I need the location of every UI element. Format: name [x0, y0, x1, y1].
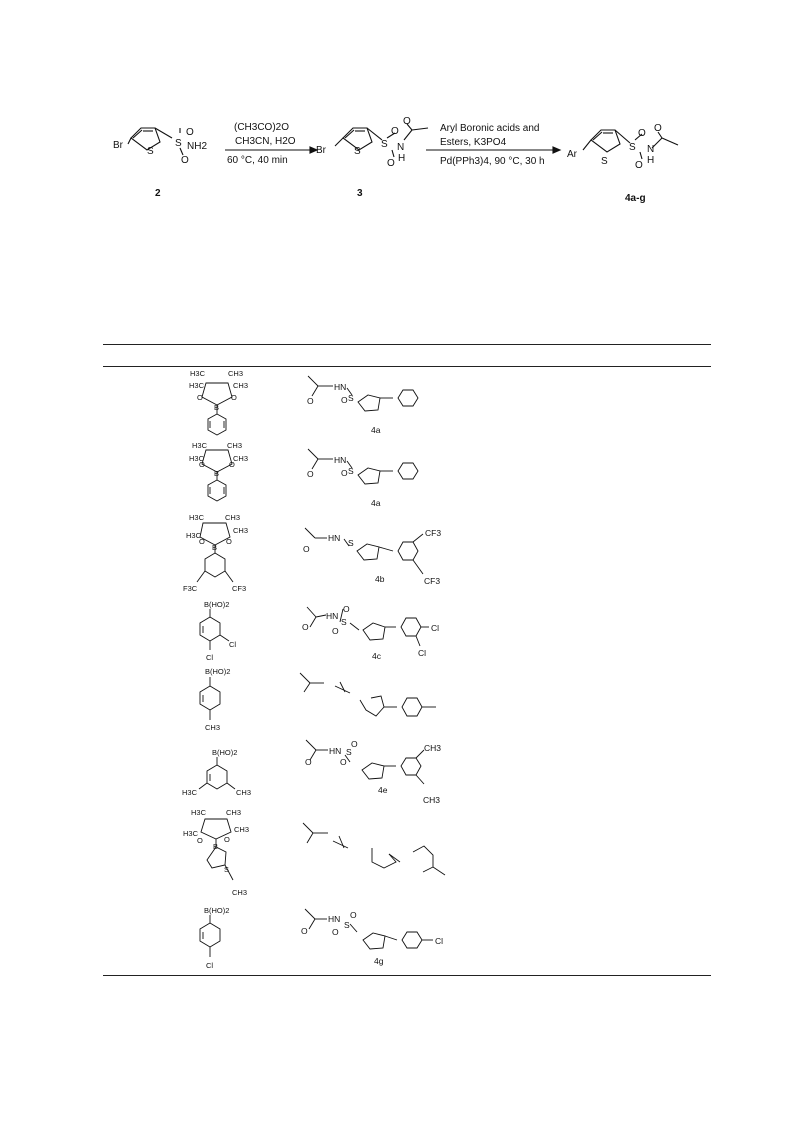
product-hn: HN	[328, 914, 341, 924]
atom-o-4b: O	[635, 160, 643, 171]
table-row	[183, 808, 445, 897]
atom-br-3: Br	[316, 145, 326, 156]
atom-s-sulfonyl-4: S	[629, 142, 636, 153]
reagent-label: F3C	[183, 584, 198, 593]
atom-o-2a: O	[186, 127, 194, 138]
product-label: 4a	[371, 425, 381, 435]
table-row	[182, 739, 441, 805]
atom-o-4c: O	[654, 123, 662, 134]
reagent-label: O	[229, 460, 235, 469]
reagent-label: CF3	[232, 584, 247, 593]
product-o: O	[307, 396, 314, 406]
product-sub: CH3	[424, 743, 442, 753]
product-o: O	[303, 544, 310, 554]
reagent-label: O	[224, 835, 230, 844]
reagent-label: B(HO)2	[204, 600, 230, 609]
product-s: S	[348, 466, 354, 476]
reagent-label: O	[197, 393, 203, 402]
reagent-label: S	[224, 865, 230, 874]
atom-h-4: H	[647, 155, 655, 166]
product-o: O	[332, 927, 339, 937]
reagent2-line3: Pd(PPh3)4, 90 °C, 30 h	[440, 156, 545, 167]
atom-o-3c: O	[403, 116, 411, 127]
reagent-label: H3C	[189, 513, 205, 522]
product-o: O	[307, 469, 314, 479]
reagent-label: CH3	[228, 369, 244, 378]
reagent1-line1: (CH3CO)2O	[234, 122, 290, 133]
atom-s-sulfonyl-2: S	[175, 138, 182, 149]
reagent-label: Cl	[206, 653, 214, 662]
atom-o-2b: O	[181, 155, 189, 166]
product-o: O	[341, 468, 348, 478]
reagent-label: H3C	[190, 369, 206, 378]
reagent-label: CH3	[233, 454, 249, 463]
reagent-label: O	[231, 393, 237, 402]
reagent-label: CH3	[205, 723, 221, 732]
product-sub: CF3	[425, 528, 442, 538]
compound-label-4a-g: 4a-g	[625, 193, 646, 204]
product-hn: HN	[334, 382, 347, 392]
atom-o-3a: O	[391, 126, 399, 137]
reagent-label: CH3	[234, 825, 250, 834]
product-sub: CH3	[423, 795, 441, 805]
reagent1-line3: 60 °C, 40 min	[227, 155, 288, 166]
atom-n-4: N	[647, 144, 655, 155]
product-s: S	[344, 920, 350, 930]
reagent-label: O	[226, 537, 232, 546]
product-o: O	[341, 395, 348, 405]
reagent-label: Cl	[229, 640, 237, 649]
reagent-label: B(HO)2	[205, 667, 231, 676]
reagent-label: B(HO)2	[204, 906, 230, 915]
reagent-label: H3C	[192, 441, 208, 450]
product-o: O	[343, 604, 350, 614]
product-o: O	[340, 757, 347, 767]
reagent-label: H3C	[182, 788, 198, 797]
product-o: O	[351, 739, 358, 749]
reagent-label: CH3	[236, 788, 252, 797]
table-row	[183, 513, 441, 593]
reagent-label: B	[214, 403, 220, 412]
reagent1-line2: CH3CN, H2O	[235, 136, 296, 147]
product-hn: HN	[334, 455, 347, 465]
compound-label-3: 3	[357, 188, 363, 199]
atom-o-3b: O	[387, 158, 395, 169]
product-sub: CF3	[424, 576, 441, 586]
product-o: O	[301, 926, 308, 936]
reagent-label: B(HO)2	[212, 748, 238, 757]
atom-ar-4: Ar	[567, 149, 577, 160]
product-o: O	[332, 626, 339, 636]
product-s: S	[348, 538, 354, 548]
product-s: S	[348, 393, 354, 403]
product-label: 4a	[371, 498, 381, 508]
atom-s-4: S	[601, 156, 608, 167]
atom-nh2-2: NH2	[187, 141, 208, 152]
table-row	[200, 600, 439, 662]
table-row	[189, 369, 418, 435]
atom-n-3: N	[397, 142, 405, 153]
reagent-label: O	[199, 537, 205, 546]
product-sub: Cl	[418, 648, 427, 658]
reagent-label: CH3	[233, 526, 249, 535]
reagent-label: B	[212, 543, 218, 552]
reagent-label: CH3	[232, 888, 248, 897]
product-label: 4c	[372, 651, 381, 661]
reagent-label: CH3	[226, 808, 242, 817]
atom-s-2: S	[147, 146, 154, 157]
reagent-label: Cl	[206, 961, 214, 970]
product-sub: Cl	[431, 623, 440, 633]
compound-label-2: 2	[155, 188, 161, 199]
product-label: 4g	[374, 956, 384, 966]
atom-o-4a: O	[638, 128, 646, 139]
reagent-label: O	[197, 836, 203, 845]
product-hn: HN	[328, 533, 341, 543]
reagent-label: B	[213, 842, 219, 851]
product-label: 4b	[375, 574, 385, 584]
product-hn: HN	[329, 746, 342, 756]
reagent-label: CH3	[227, 441, 243, 450]
product-hn: HN	[326, 611, 339, 621]
reagent-label: H3C	[189, 454, 205, 463]
reagent-label: CH3	[225, 513, 241, 522]
table-row	[189, 441, 418, 508]
table-row	[200, 906, 443, 970]
product-o: O	[305, 757, 312, 767]
reagent-label: H3C	[191, 808, 207, 817]
atom-s-sulfonyl-3: S	[381, 139, 388, 150]
reagent-label: H3C	[186, 531, 202, 540]
product-s: S	[341, 617, 347, 627]
reagent-label: CH3	[233, 381, 249, 390]
reagent-label: O	[199, 460, 205, 469]
table-row	[200, 667, 436, 732]
product-sub: Cl	[435, 936, 444, 946]
reagent-label: H3C	[183, 829, 199, 838]
product-label: 4e	[378, 785, 388, 795]
reagent2-line1: Aryl Boronic acids and	[440, 123, 540, 134]
reagent-label: B	[214, 469, 220, 478]
reagent2-line2: Esters, K3PO4	[440, 137, 507, 148]
reagent-label: H3C	[189, 381, 205, 390]
product-o: O	[302, 622, 309, 632]
atom-h-3: H	[398, 153, 406, 164]
product-s: S	[346, 747, 352, 757]
atom-s-3: S	[354, 146, 361, 157]
product-o: O	[350, 910, 357, 920]
atom-br-2: Br	[113, 140, 123, 151]
